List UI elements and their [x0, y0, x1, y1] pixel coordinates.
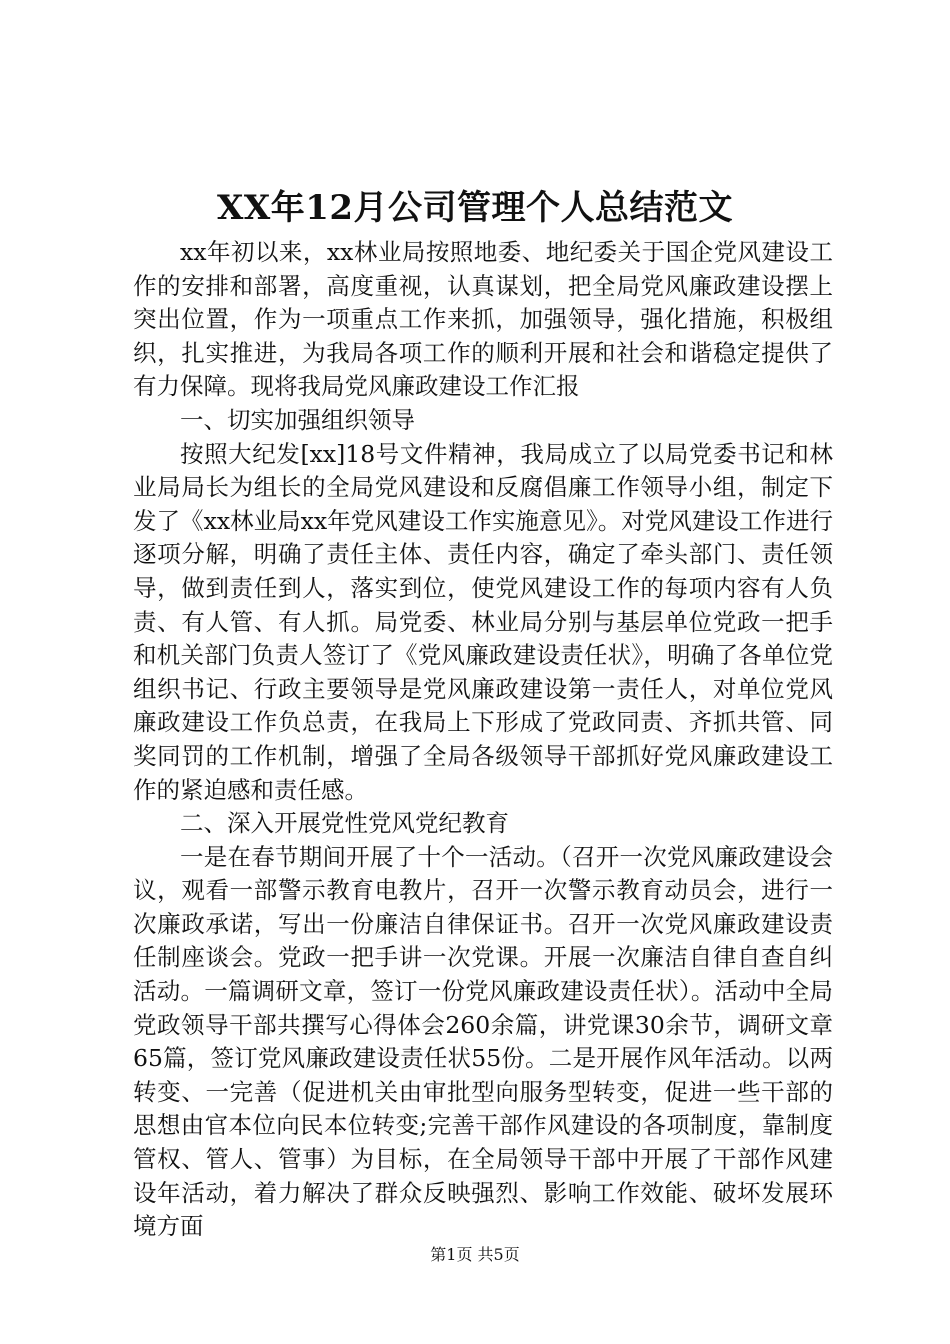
page-footer: 第1页 共5页: [430, 1245, 520, 1264]
document-body: [133, 236, 833, 1244]
paragraph-education: 一是在春节期间开展了十个一活动。（召开一次党风廉政建设会议，观看一部警示教育电教片，召开一次警示教育动员会，进行一次廉政承诺，写出一份廉洁自律保证书。召开一次党风廉政建设责任制座谈会。党政一把手讲一次党课。开展一次廉洁自律自查自纠活动。一篇调研文章，签订一份党风廉政建设责任状）。活动中全局党政领导干部共撰写心得体会260余篇，讲党课30余节，调研文章65篇，签订党风廉政建设责任状55份。二是开展作风年活动。以两转变、一完善（促进机关由审批型向服务型转变，促进一些干部的思想由官本位向民本位转变;完善干部作风建设的各项制度，靠制度管权、管人、管事）为目标，在全局领导干部中开展了干部作风建设年活动，着力解决了群众反映强烈、影响工作效能、破坏发展环境方面: [133, 842, 833, 1241]
section-heading-1: 一、切实加强组织领导: [180, 405, 415, 434]
document-title: XX年12月公司管理个人总结范文: [216, 188, 734, 228]
paragraph-intro: xx年初以来，xx林业局按照地委、地纪委关于国企党风建设工作的安排和部署，高度重视，认真谋划，把全局党风廉政建设摆上突出位置，作为一项重点工作来抓，加强领导，强化措施，积极组织，扎实推进，为我局各项工作的顺利开展和社会和谐稳定提供了有力保障。现将我局党风廉政建设工作汇报: [133, 238, 833, 401]
section-heading-2: 二、深入开展党性党风党纪教育: [180, 809, 509, 838]
paragraph-organization: 按照大纪发[xx]18号文件精神，我局成立了以局党委书记和林业局局长为组长的全局党风建设和反腐倡廉工作领导小组，制定下发了《xx林业局xx年党风建设工作实施意见》。对党风建设工作进行逐项分解，明确了责任主体、责任内容，确定了牵头部门、责任领导，做到责任到人，落实到位，使党风建设工作的每项内容有人负责、有人管、有人抓。局党委、林业局分别与基层单位党政一把手和机关部门负责人签订了《党风廉政建设责任状》，明确了各单位党组织书记、行政主要领导是党风廉政建设第一责任人，对单位党风廉政建设工作负总责，在我局上下形成了党政同责、齐抓共管、同奖同罚的工作机制，增强了全局各级领导干部抓好党风廉政建设工作的紧迫感和责任感。: [133, 439, 833, 804]
